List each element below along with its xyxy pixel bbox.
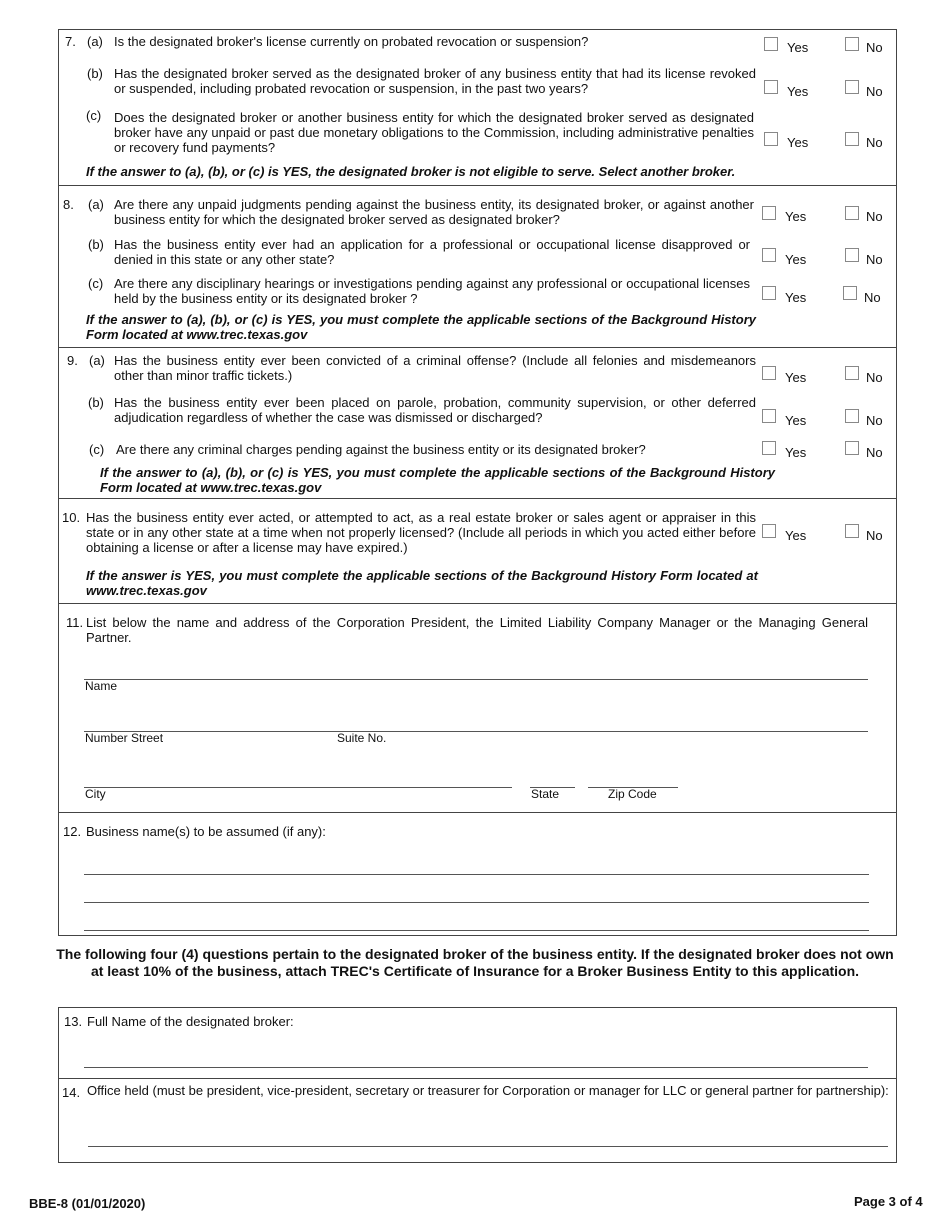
question-8b-yes-checkbox[interactable] [762,248,776,262]
question-9a-label: (a) [89,353,105,368]
question-9-note: If the answer to (a), (b), or (c) is YES, you must complete the applicable sections of the Background History Form located at www.trec.texas.gov [100,465,775,495]
office-held-line[interactable] [88,1146,888,1147]
question-8c-yes-label: Yes [785,290,807,305]
question-7b-yes-checkbox[interactable] [764,80,778,94]
business-name-line-1[interactable] [84,874,869,875]
question-8a-no-checkbox[interactable] [845,206,859,220]
zip-field-label: Zip Code [608,787,657,801]
question-8-number: 8. [63,197,74,212]
question-8-note: If the answer to (a), (b), or (c) is YES, you must complete the applicable sections of the Background History Form located at www.trec.texas.gov [86,312,756,342]
question-9c-label: (c) [89,442,105,457]
street-field-label: Number Street [85,731,164,745]
question-14-number: 14. [62,1085,81,1100]
question-10-yes-label: Yes [785,528,807,543]
question-7a-text: Is the designated broker's license currently on probated revocation or suspension? [114,34,589,49]
question-8b-yes-label: Yes [785,252,807,267]
divider-9-10 [58,498,897,499]
question-7b-no-label: No [866,84,883,99]
question-13-number: 13. [64,1014,83,1029]
question-9b-text: Has the business entity ever been placed on parole, probation, community supervision, or other deferred adjudication regardless of whether the case was dismissed or discharged? [114,395,756,425]
question-7b-yes-label: Yes [787,84,809,99]
question-9c-no-checkbox[interactable] [845,441,859,455]
page-number: Page 3 of 4 [854,1194,923,1209]
business-name-line-3[interactable] [84,930,869,931]
question-8a-label: (a) [88,197,104,212]
suite-field-label: Suite No. [337,731,387,745]
question-7b-text: Has the designated broker served as the designated broker of any business entity that had its license revoked or suspended, including probated revocation or suspension, in the past two years? [114,66,756,96]
question-8c-no-checkbox[interactable] [843,286,857,300]
question-8a-no-label: No [866,209,883,224]
question-7c-yes-checkbox[interactable] [764,132,778,146]
question-7-number: 7. [65,34,76,49]
city-field-line[interactable] [84,787,512,788]
question-8b-text: Has the business entity ever had an application for a professional or occupational license disapproved or denied in this state or any other state? [114,237,750,267]
divider-13-14 [58,1078,897,1079]
question-7a-yes-checkbox[interactable] [764,37,778,51]
question-10-number: 10. [62,510,81,525]
question-11-number: 11. [66,615,84,630]
name-field-label: Name [85,679,118,693]
question-7c-no-label: No [866,135,883,150]
question-7a-no-label: No [866,40,883,55]
question-8a-yes-label: Yes [785,209,807,224]
question-9c-text: Are there any criminal charges pending against the business entity or its designated broker? [116,442,646,457]
question-11-text: List below the name and address of the Corporation President, the Limited Liability Company Manager or the Managing General Partner. [86,615,868,645]
question-7a-label: (a) [87,34,103,49]
question-10-note: If the answer is YES, you must complete the applicable sections of the Background History Form located at www.trec.texas.gov [86,568,758,598]
question-7a-yes-label: Yes [787,40,809,55]
question-8b-no-label: No [866,252,883,267]
question-10-no-checkbox[interactable] [845,524,859,538]
question-9a-no-checkbox[interactable] [845,366,859,380]
question-10-no-label: No [866,528,883,543]
designated-broker-notice: The following four (4) questions pertain to the designated broker of the business entity. If the designated broker does not own at least 10% of the business, attach TREC's Certificate of Insurance for a Broker Business Entity to this application. [56,946,894,979]
question-7c-yes-label: Yes [787,135,809,150]
city-field-label: City [85,787,106,801]
question-7c-label: (c) [86,108,102,123]
business-name-line-2[interactable] [84,902,869,903]
question-8b-no-checkbox[interactable] [845,248,859,262]
question-9c-no-label: No [866,445,883,460]
question-9c-yes-label: Yes [785,445,807,460]
question-13-text: Full Name of the designated broker: [87,1014,294,1029]
question-10-yes-checkbox[interactable] [762,524,776,538]
question-9c-yes-checkbox[interactable] [762,441,776,455]
question-8a-text: Are there any unpaid judgments pending against the business entity, its designated broker, or against another business entity for which the designated broker served as designated broker? [114,197,754,227]
question-9a-no-label: No [866,370,883,385]
question-9-number: 9. [67,353,78,368]
question-9b-yes-label: Yes [785,413,807,428]
question-7-note: If the answer to (a), (b), or (c) is YES, the designated broker is not eligible to serve. Select another broker. [86,164,736,179]
divider-8-9 [58,347,897,348]
question-12-text: Business name(s) to be assumed (if any): [86,824,326,839]
question-8a-yes-checkbox[interactable] [762,206,776,220]
question-10-text: Has the business entity ever acted, or attempted to act, as a real estate broker or sales agent or appraiser in this state or in any other state at a time when not properly licensed? (Include all periods in which you acted either before obtaining a license or after a license may have expired.) [86,510,756,555]
form-id: BBE-8 (01/01/2020) [29,1196,146,1211]
question-8c-text: Are there any disciplinary hearings or investigations pending against any professional or occupational licenses held by the business entity or its designated broker ? [114,276,750,306]
question-9b-no-label: No [866,413,883,428]
question-7b-no-checkbox[interactable] [845,80,859,94]
question-14-text: Office held (must be president, vice-president, secretary or treasurer for Corporation or manager for LLC or general partner for partnership): [87,1083,889,1098]
question-8c-no-label: No [864,290,881,305]
question-8b-label: (b) [88,237,104,252]
question-7c-text: Does the designated broker or another business entity for which the designated broker served as designated broker have any unpaid or past due monetary obligations to the Commission, including administrative penalties or recovery fund payments? [114,110,754,155]
question-8c-yes-checkbox[interactable] [762,286,776,300]
question-9a-yes-label: Yes [785,370,807,385]
street-field-line[interactable] [84,731,868,732]
question-8c-label: (c) [88,276,104,291]
question-7a-no-checkbox[interactable] [845,37,859,51]
question-9b-yes-checkbox[interactable] [762,409,776,423]
designated-broker-name-line[interactable] [84,1067,868,1068]
question-9a-text: Has the business entity ever been convicted of a criminal offense? (Include all felonies and misdemeanors other than minor traffic tickets.) [114,353,756,383]
divider-7-8 [58,185,897,186]
question-9b-no-checkbox[interactable] [845,409,859,423]
name-field-line[interactable] [84,679,868,680]
question-9b-label: (b) [88,395,104,410]
question-9a-yes-checkbox[interactable] [762,366,776,380]
question-12-number: 12. [63,824,82,839]
state-field-label: State [531,787,560,801]
question-7c-no-checkbox[interactable] [845,132,859,146]
question-7b-label: (b) [87,66,103,81]
